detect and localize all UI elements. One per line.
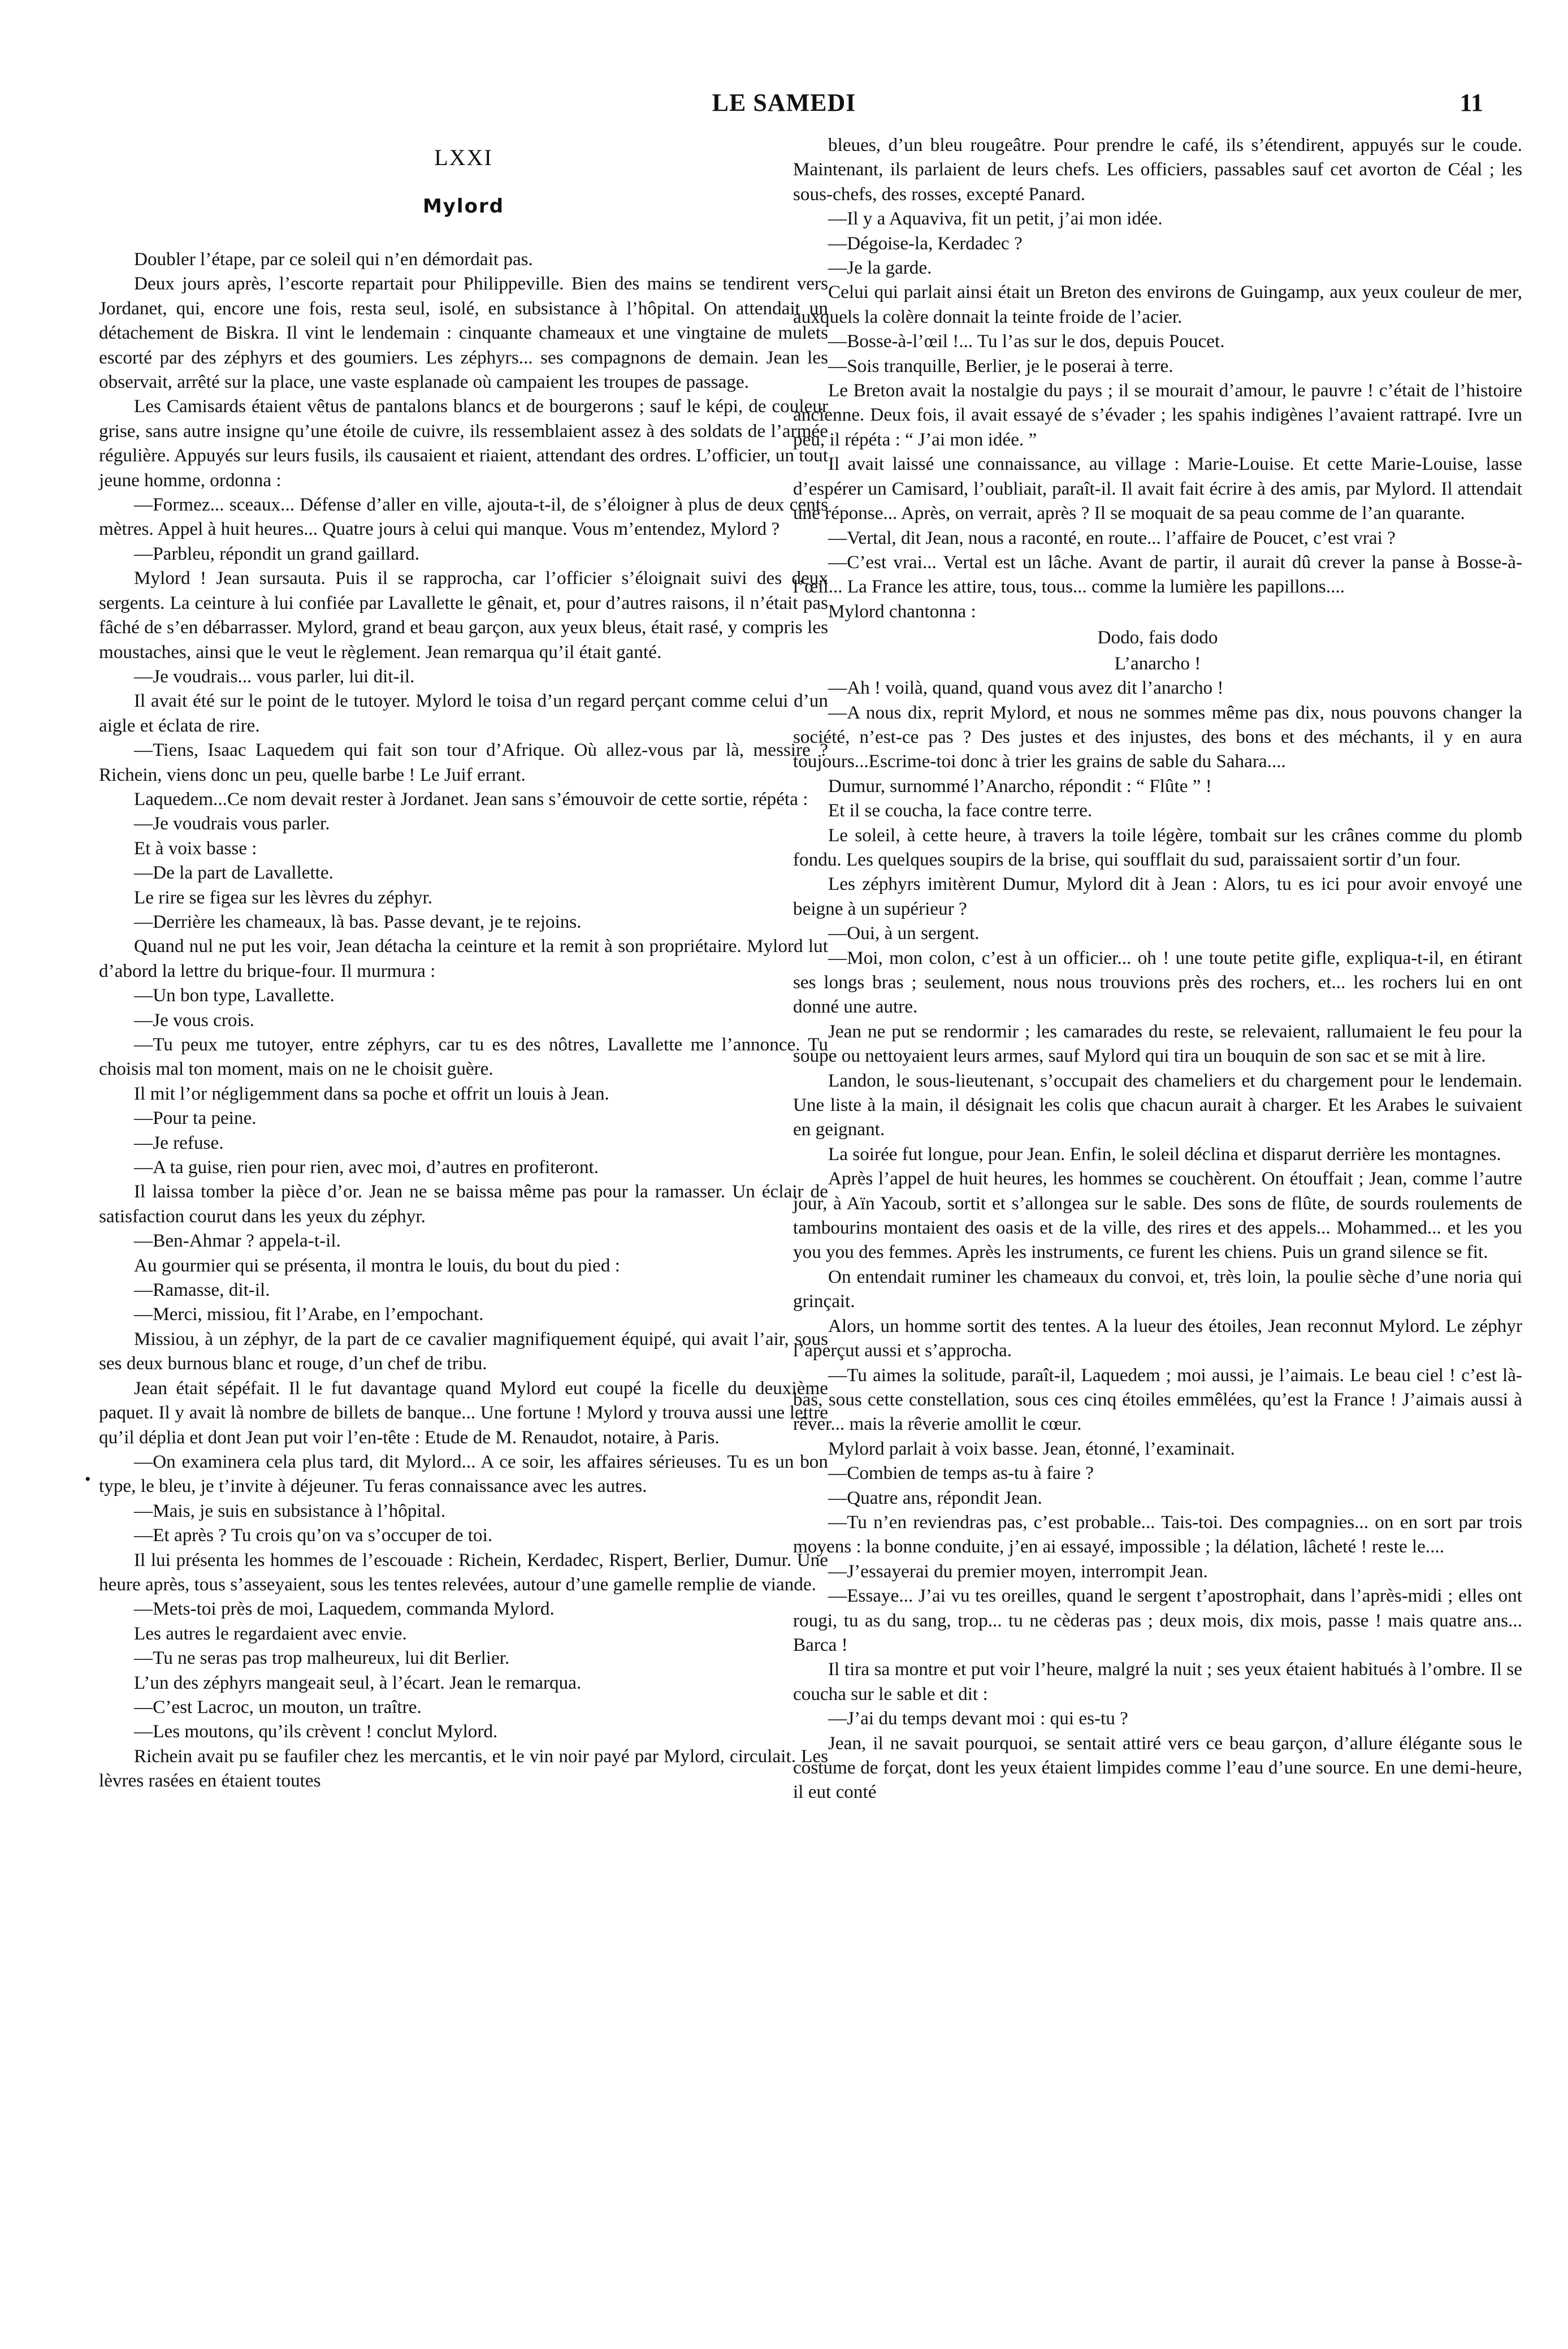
paragraph: —Les moutons, qu’ils crèvent ! conclut Mylord. <box>134 1721 498 1742</box>
paragraph: Deux jours après, l’escorte repartait pour Philippeville. Bien des mains se tendirent vers Jordanet, qui, encore une fois, resta seul, isolé, en subsistance à l’hôpital. On attendait un détachement de Biskra. Il vint le lendemain : cinquante chameaux et une vingtaine de mulets escorté par des zéphyrs et des goumiers. Les zéphyrs... ses compagnons de demain. Jean les observait, arrêté sur la place, une vaste esplanade où campaient les troupes de passage. <box>99 273 828 393</box>
paragraph: —Oui, à un sergent. <box>828 923 980 944</box>
paragraph: Il avait laissé une connaissance, au village : Marie-Louise. Et cette Marie-Louise, lasse d’espérer un Camisard, l’oubliait, paraît-il. Il avait fait écrire à des amis, par Mylord. Il attendait une réponse... Après, on verrait, après ? Il se moquait de sa peau comme de l’an quarante. <box>793 453 1522 524</box>
song-line: L’anarcho ! <box>1114 653 1201 674</box>
paragraph: Laquedem...Ce nom devait rester à Jordanet. Jean sans s’émouvoir de cette sortie, répéta : <box>134 788 808 810</box>
paragraph: —Un bon type, Lavallette. <box>134 985 335 1006</box>
paragraph: —Je voudrais vous parler. <box>134 813 330 834</box>
paragraph: —Vertal, dit Jean, nous a raconté, en route... l’affaire de Poucet, c’est vrai ? <box>828 527 1396 548</box>
paragraph: —Ah ! voilà, quand, quand vous avez dit l’anarcho ! <box>828 677 1224 699</box>
paragraph: L’un des zéphyrs mangeait seul, à l’écart. Jean le remarqua. <box>134 1672 582 1693</box>
paragraph: Et il se coucha, la face contre terre. <box>828 800 1093 821</box>
paragraph: Mylord ! Jean sursauta. Puis il se rapprocha, car l’officier s’éloignait suivi des deux sergents. La ceinture à lui confiée par Lavallette le gênait, et, pour d’autres raisons, il n’était pas fâché de s’en débarrasser. Mylord, grand et beau garçon, aux yeux bleus, était rasé, y compris les moustaches, ainsi que le veut le règlement. Jean remarqua qu’il était ganté. <box>99 568 828 663</box>
paragraph: —C’est vrai... Vertal est un lâche. Avant de partir, il aurait dû crever la panse à Bosse-à-l’œil... La France les attire, tous, tous... comme la lumière les papillons.... <box>793 551 1522 598</box>
running-title: LE SAMEDI <box>712 89 856 116</box>
paragraph: Missiou, à un zéphyr, de la part de ce cavalier magnifiquement équipé, qui avait l’air, sous ses deux burnous blanc et rouge, d’un chef de tribu. <box>99 1328 828 1374</box>
paragraph: —Tu ne seras pas trop malheureux, lui dit Berlier. <box>134 1647 510 1669</box>
paragraph: —Je vous crois. <box>134 1009 254 1031</box>
paragraph: Mylord chantonna : <box>828 600 976 622</box>
paragraph: —Essaye... J’ai vu tes oreilles, quand le sergent t’apostrophait, dans l’après-midi ; elles ont rougi, tu as du sang, trop... tu ne cèderas pas ; deux mois, dix mois, passe ! mais quatre ans... Barca ! <box>793 1585 1522 1655</box>
paragraph: Il tira sa montre et put voir l’heure, malgré la nuit ; ses yeux étaient habitués à l’ombre. Il se coucha sur le sable et dit : <box>793 1659 1522 1705</box>
paragraph: —Combien de temps as-tu à faire ? <box>828 1463 1094 1484</box>
paragraph: —Formez... sceaux... Défense d’aller en ville, ajouta-t-il, de s’éloigner à plus de deux cents mètres. Appel à huit heures... Quatre jours à celui qui manque. Vous m’entendez, Mylord ? <box>99 494 828 540</box>
paragraph: —Je la garde. <box>828 257 932 279</box>
paragraph: —Tu n’en reviendras pas, c’est probable... Tais-toi. Des compagnies... on en sort par trois moyens : la bonne conduite, j’en ai essayé, impossible ; la délation, lâcheté ! reste le.... <box>793 1511 1522 1558</box>
chapter-number: LXXI <box>434 145 493 170</box>
paragraph: —Pour ta peine. <box>134 1108 257 1129</box>
paragraph: —Ramasse, dit-il. <box>134 1279 270 1301</box>
paragraph: —J’essayerai du premier moyen, interrompit Jean. <box>828 1560 1208 1582</box>
paragraph: Quand nul ne put les voir, Jean détacha la ceinture et la remit à son propriétaire. Mylord lut d’abord la lettre du brique-four. Il murmura : <box>99 936 828 981</box>
paragraph: Dumur, surnommé l’Anarcho, répondit : “ Flûte ” ! <box>828 775 1212 797</box>
paragraph: —Parbleu, répondit un grand gaillard. <box>134 543 420 564</box>
paragraph: —Derrière les chameaux, là bas. Passe devant, je te rejoins. <box>134 911 582 932</box>
paragraph: —Dégoise-la, Kerdadec ? <box>828 232 1023 254</box>
paragraph: —Mets-toi près de moi, Laquedem, commanda Mylord. <box>134 1598 555 1620</box>
page-number: 11 <box>1459 89 1483 116</box>
paragraph: Les zéphyrs imitèrent Dumur, Mylord dit à Jean : Alors, tu es ici pour avoir envoyé une beigne à un supérieur ? <box>793 873 1522 919</box>
paragraph: Il laissa tomber la pièce d’or. Jean ne se baissa même pas pour la ramasser. Un éclair de satisfaction courut dans les yeux du zéphyr. <box>99 1181 828 1227</box>
paragraph: —A ta guise, rien pour rien, avec moi, d’autres en profiteront. <box>134 1157 599 1178</box>
paragraph: Landon, le sous-lieutenant, s’occupait des chameliers et du chargement pour le lendemain. Une liste à la main, il désignait les colis que chacun aurait à charger. Et les Arabes le suivaient en geignant. <box>793 1070 1522 1140</box>
paragraph: Les Camisards étaient vêtus de pantalons blancs et de bourgerons ; sauf le képi, de couleur grise, sans autre insigne qu’une étoile de cuivre, ils ressemblaient assez à des soldats de l’armée régulière. Appuyés sur leurs fusils, ils causaient et riaient, attendant des ordres. L’officier, un tout jeune homme, ordonna : <box>99 396 828 491</box>
right-column-text-top <box>793 133 1522 624</box>
paragraph: Le Breton avait la nostalgie du pays ; il se mourait d’amour, le pauvre ! c’était de l’histoire ancienne. Deux fois, il avait essayé de s’évader ; les spahis indigènes l’avaient rattrapé. Ivre un peu, il répéta : “ J’ai mon idée. ” <box>793 380 1522 450</box>
paragraph: Celui qui parlait ainsi était un Breton des environs de Guingamp, aux yeux couleur de mer, auxquels la colère donnait la teinte froide de l’acier. <box>793 282 1522 327</box>
paragraph: Le rire se figea sur les lèvres du zéphyr. <box>134 886 433 908</box>
paragraph: —J’ai du temps devant moi : qui es-tu ? <box>828 1708 1128 1729</box>
chapter-title: Mylord <box>422 195 505 218</box>
paragraph: —On examinera cela plus tard, dit Mylord... A ce soir, les affaires sérieuses. Tu es un bon type, le bleu, je t’invite à déjeuner. Tu feras connaissance avec les autres. <box>99 1451 828 1497</box>
paragraph: bleues, d’un bleu rougeâtre. Pour prendre le café, ils s’étendirent, appuyés sur le coude. Maintenant, ils parlaient de leurs chefs. Les officiers, passables sauf cet avorton de Céal ; les sous-chefs, des rosses, excepté Panard. <box>793 135 1522 205</box>
ink-dot: • <box>85 1470 91 1489</box>
paragraph: Et à voix basse : <box>134 837 257 859</box>
paragraph: Mylord parlait à voix basse. Jean, étonné, l’examinait. <box>828 1438 1235 1459</box>
paragraph: —Mais, je suis en subsistance à l’hôpital. <box>134 1500 446 1521</box>
paragraph: —Bosse-à-l’œil !... Tu l’as sur le dos, depuis Poucet. <box>828 331 1225 352</box>
paragraph: Il lui présenta les hommes de l’escouade : Richein, Kerdadec, Rispert, Berlier, Dumur. Une heure après, tous s’asseyaient, sous les tentes relevées, autour d’une gamelle remplie de viande. <box>99 1549 828 1595</box>
right-column <box>793 133 1522 1805</box>
paragraph: Il avait été sur le point de le tutoyer. Mylord le toisa d’un regard perçant comme celui d’un aigle et éclata de rire. <box>99 690 828 736</box>
paragraph: On entendait ruminer les chameaux du convoi, et, très loin, la poulie sèche d’une noria qui grinçait. <box>793 1266 1522 1312</box>
paragraph: Il mit l’or négligemment dans sa poche et offrit un louis à Jean. <box>134 1083 609 1104</box>
paragraph: Jean, il ne savait pourquoi, se sentait attiré vers ce beau garçon, d’allure élégante sous le costume de forçat, dont les yeux étaient limpides comme l’eau d’une source. En une demi-heure, il eut conté <box>793 1732 1522 1803</box>
paragraph: Richein avait pu se faufiler chez les mercantis, et le vin noir payé par Mylord, circulait. Les lèvres rasées en étaient toutes <box>99 1745 828 1792</box>
paragraph: Au gourmier qui se présenta, il montra le louis, du bout du pied : <box>134 1254 620 1276</box>
paragraph: —Je refuse. <box>134 1132 224 1153</box>
left-column <box>99 144 828 1793</box>
paragraph: —A nous dix, reprit Mylord, et nous ne sommes même pas dix, nous pouvons changer la société, n’est-ce pas ? Des justes et des injustes, des bons et des méchants, il y en aura toujours...Escrime-toi donc à trier les grains de sable du Sahara.... <box>793 702 1522 772</box>
paragraph: —Ben-Ahmar ? appela-t-il. <box>134 1230 341 1252</box>
paragraph: La soirée fut longue, pour Jean. Enfin, le soleil déclina et disparut derrière les montagnes. <box>828 1143 1501 1165</box>
paragraph: Doubler l’étape, par ce soleil qui n’en démordait pas. <box>134 249 533 270</box>
paragraph: —Tiens, Isaac Laquedem qui fait son tour d’Afrique. Où allez-vous par là, messire ? Richein, viens donc un peu, quelle barbe ! Le Juif errant. <box>99 739 828 785</box>
paragraph: Le soleil, à cette heure, à travers la toile légère, tombait sur les crânes comme du plomb fondu. Les quelques soupirs de la brise, qui soufflait du sud, paraissaient sortir d’un four. <box>793 824 1522 870</box>
paragraph: Jean était sépéfait. Il le fut davantage quand Mylord eut coupé la ficelle du deuxième paquet. Il y avait là nombre de billets de banque... Une fortune ! Mylord y trouva aussi une lettre qu’il déplia et dont Jean put voir l’en-tête : Etude de M. Renaudot, notaire, à Paris. <box>99 1377 828 1448</box>
paragraph: —Il y a Aquaviva, fit un petit, j’ai mon idée. <box>828 208 1163 230</box>
paragraph: —Quatre ans, répondit Jean. <box>828 1487 1042 1508</box>
song-line: Dodo, fais dodo <box>1097 627 1218 648</box>
paragraph: —De la part de Lavallette. <box>134 862 333 884</box>
paragraph: —C’est Lacroc, un mouton, un traître. <box>134 1696 422 1718</box>
paragraph: Après l’appel de huit heures, les hommes se couchèrent. On étouffait ; Jean, comme l’autre jour, à Aïn Yacoub, sortit et s’allongea sur le sable. Des sons de flûte, de sourds roulements de tambourins montaient des oasis et de la ville, des rires et des appels... Mohammed... et les you you you des femmes. Après les instruments, ce furent les chiens. Puis un grand silence se fit. <box>793 1168 1522 1263</box>
paragraph: Les autres le regardaient avec envie. <box>134 1623 407 1644</box>
right-column-text-bottom <box>793 676 1522 1805</box>
paragraph: —Et après ? Tu crois qu’on va s’occuper de toi. <box>134 1525 493 1546</box>
running-head <box>0 88 1568 128</box>
paragraph: —Merci, missiou, fit l’Arabe, en l’empochant. <box>134 1304 484 1325</box>
paragraph: Jean ne put se rendormir ; les camarades du reste, se relevaient, rallumaient le feu pour la soupe ou nettoyaient leurs armes, sauf Mylord qui tira un bouquin de son sac et se mit à lire. <box>793 1020 1522 1067</box>
paragraph: —Tu aimes la solitude, paraît-il, Laquedem ; moi aussi, je l’aimais. Le beau ciel ! c’est là-bas, sous cette constellation, sous ces cinq étoiles emmêlées, qu’est la France ! J’aimais aussi à rêver... mais la rêverie amollit le cœur. <box>793 1364 1522 1435</box>
left-column-text <box>99 247 828 1793</box>
paragraph: —Sois tranquille, Berlier, je le poserai à terre. <box>828 355 1173 377</box>
paragraph: —Moi, mon colon, c’est à un officier... oh ! une toute petite gifle, expliqua-t-il, en étirant ses longs bras ; seulement, nous nous trouvions près des rochers, et... les rochers lui en ont donné une autre. <box>793 947 1522 1018</box>
paragraph: Alors, un homme sortit des tentes. A la lueur des étoiles, Jean reconnut Mylord. Le zéphyr l’aperçut aussi et s’approcha. <box>793 1315 1522 1361</box>
paragraph: —Tu peux me tutoyer, entre zéphyrs, car tu es des nôtres, Lavallette me l’annonce. Tu choisis mal ton moment, mais on ne le choisit guère. <box>99 1034 828 1080</box>
paragraph: —Je voudrais... vous parler, lui dit-il. <box>134 665 415 687</box>
